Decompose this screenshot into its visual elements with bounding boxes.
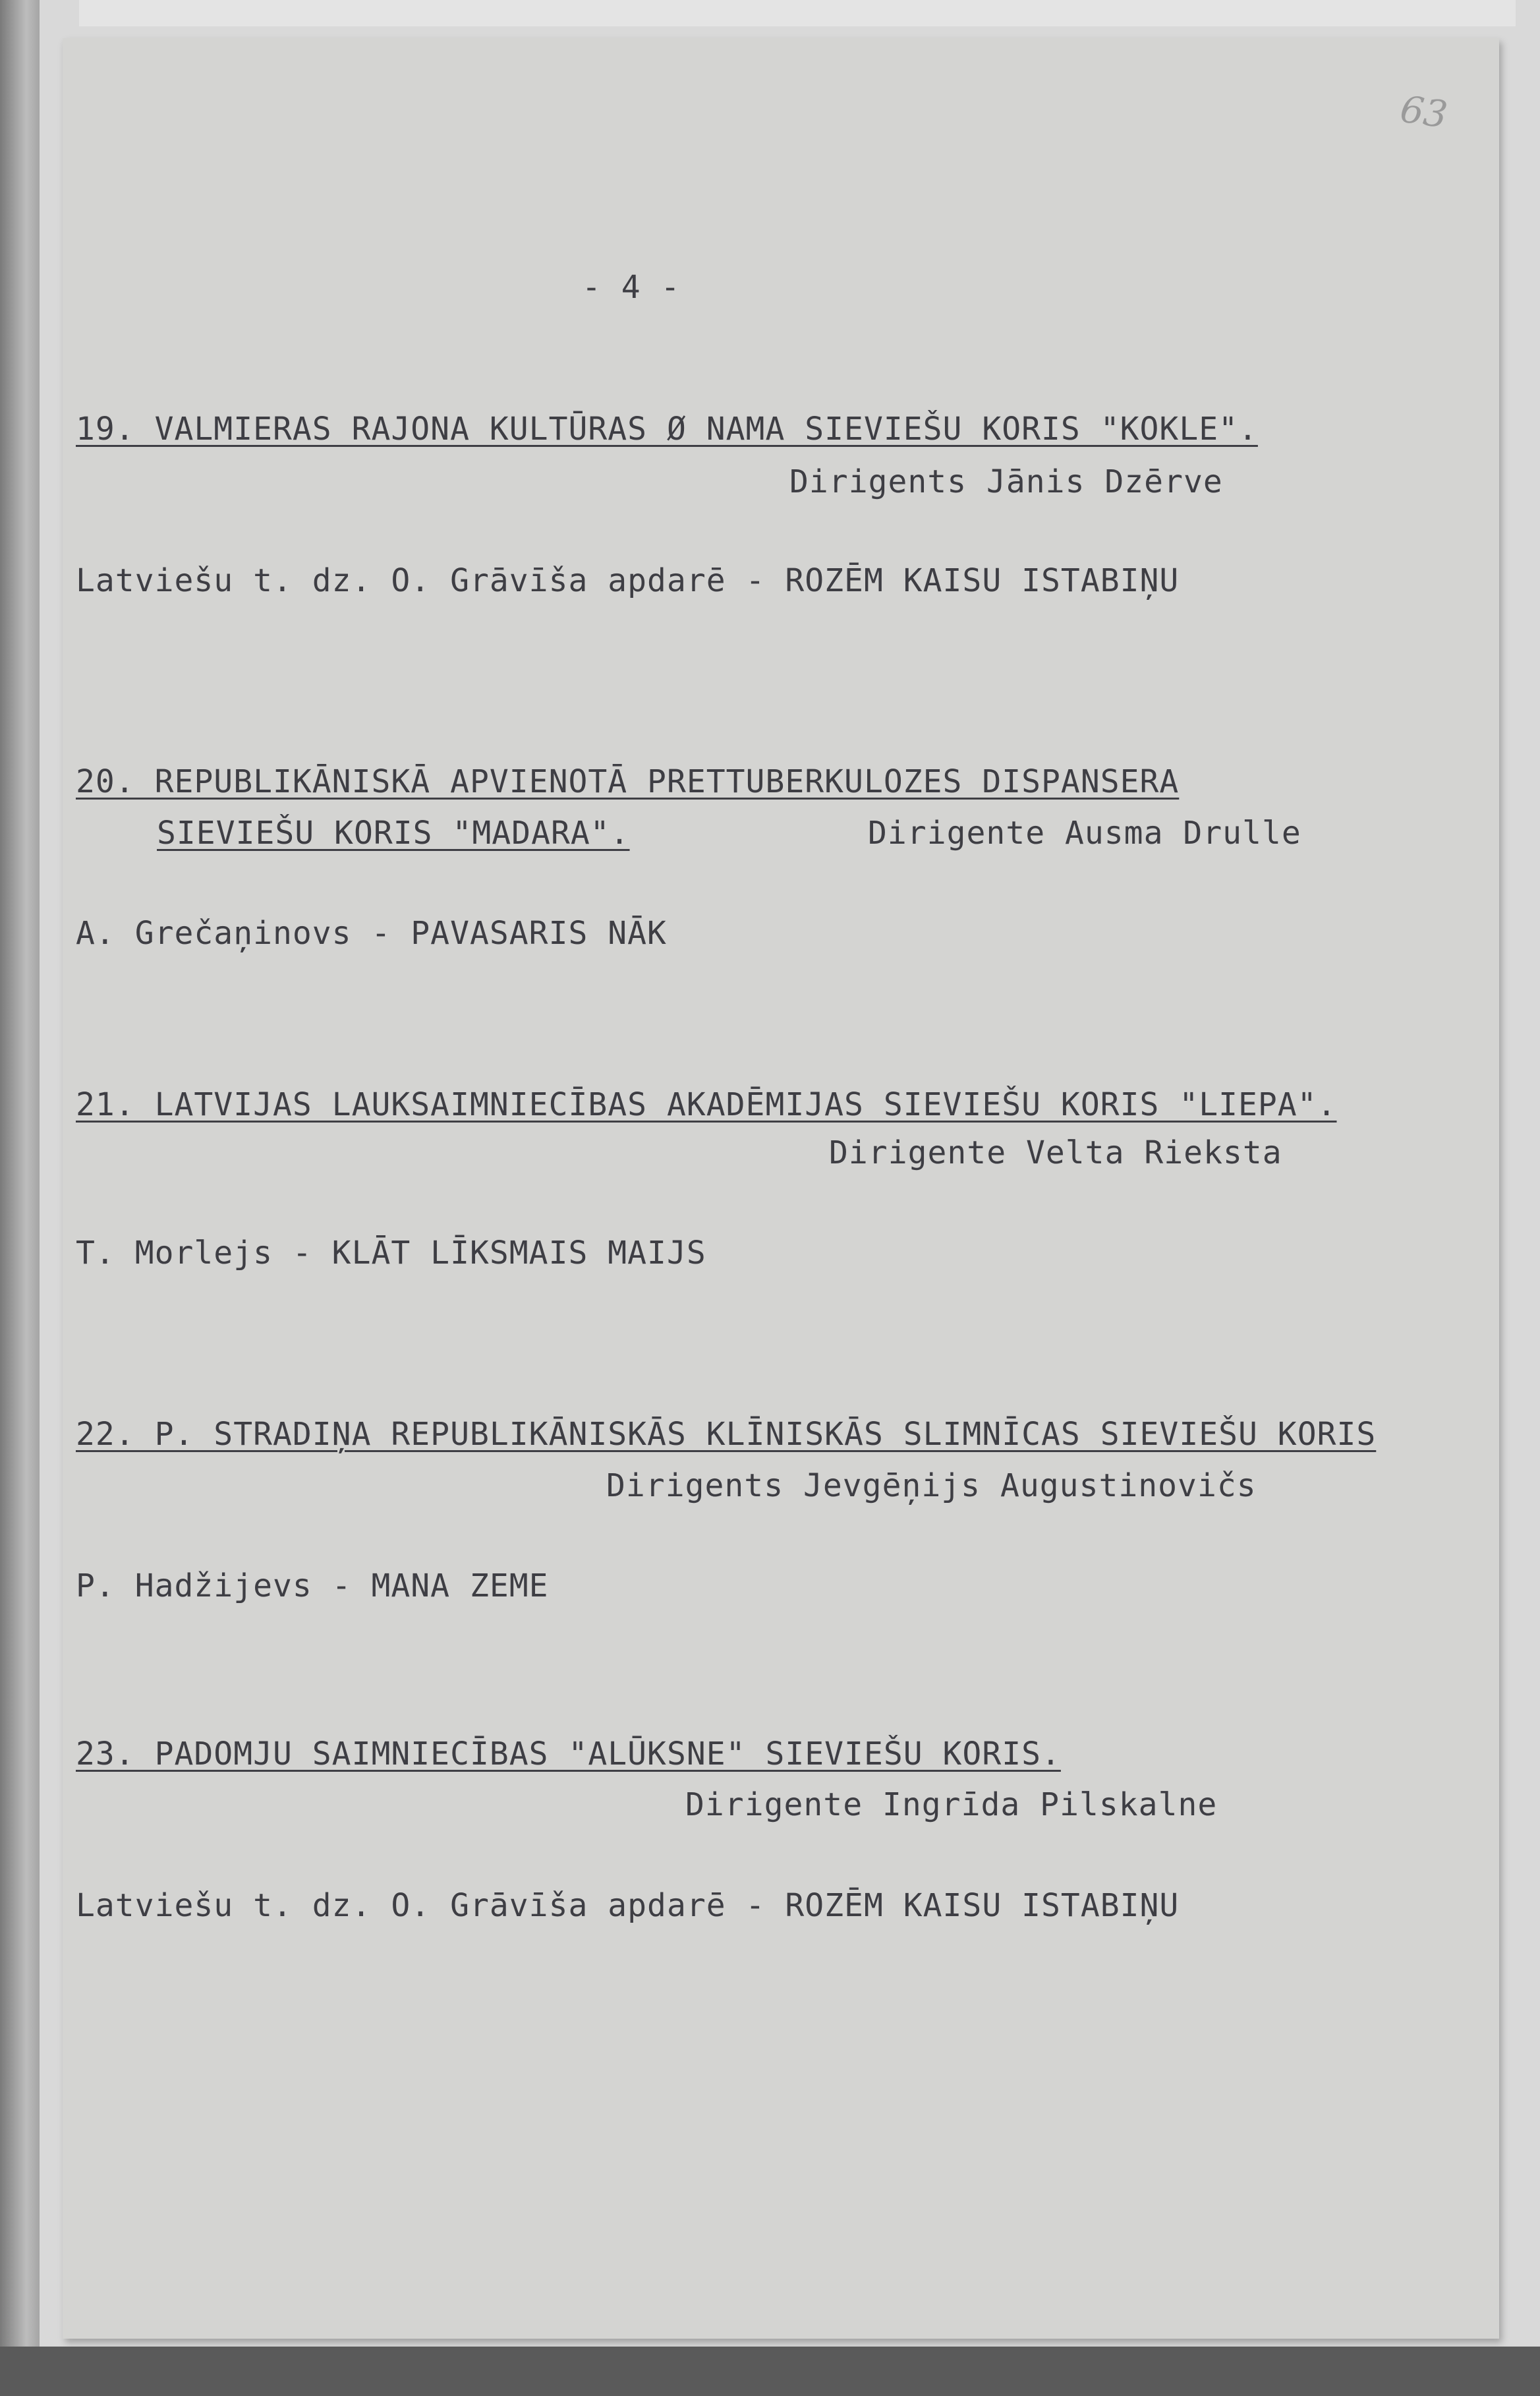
entry-20-piece: A. Grečaņinovs - PAVASARIS NĀK: [76, 915, 667, 952]
entry-21-title: 21. LATVIJAS LAUKSAIMNIECĪBAS AKADĒMIJAS SIEVIEŠU KORIS "LIEPA".: [76, 1086, 1337, 1123]
entry-19-title: 19. VALMIERAS RAJONA KULTŪRAS Ø NAMA SIEVIEŠU KORIS "KOKLE".: [76, 411, 1258, 448]
document-page: [63, 38, 1499, 2339]
scanner-bed-edge: [0, 2347, 1540, 2396]
entry-21-conductor: Dirigente Velta Rieksta: [829, 1134, 1282, 1171]
handwritten-page-mark: 63: [1397, 88, 1450, 137]
entry-22-conductor: Dirigents Jevgēņijs Augustinovičs: [606, 1467, 1257, 1504]
entry-20-title: 20. REPUBLIKĀNISKĀ APVIENOTĀ PRETTUBERKULOZES DISPANSERA: [76, 763, 1180, 800]
underlying-sheet-edge: [79, 0, 1516, 26]
entry-19-piece: Latviešu t. dz. O. Grāvīša apdarē - ROZĒM KAISU ISTABIŅU: [76, 562, 1180, 599]
entry-20-title-cont: SIEVIEŠU KORIS "MADARA".: [157, 815, 630, 852]
entry-23-conductor: Dirigente Ingrīda Pilskalne: [685, 1786, 1218, 1823]
entry-19-conductor: Dirigents Jānis Dzērve: [789, 463, 1223, 500]
entry-23-title: 23. PADOMJU SAIMNIECĪBAS "ALŪKSNE" SIEVIEŠU KORIS.: [76, 1736, 1061, 1772]
entry-22-piece: P. Hadžijevs - MANA ZEME: [76, 1567, 549, 1604]
entry-23-piece: Latviešu t. dz. O. Grāvīša apdarē - ROZĒM KAISU ISTABIŅU: [76, 1887, 1180, 1924]
entry-22-title: 22. P. STRADIŅA REPUBLIKĀNISKĀS KLĪNISKĀS SLIMNĪCAS SIEVIEŠU KORIS: [76, 1416, 1377, 1453]
entry-20-conductor: Dirigente Ausma Drulle: [868, 815, 1301, 852]
entry-21-piece: T. Morlejs - KLĀT LĪKSMAIS MAIJS: [76, 1235, 706, 1271]
page-number: - 4 -: [582, 269, 681, 306]
